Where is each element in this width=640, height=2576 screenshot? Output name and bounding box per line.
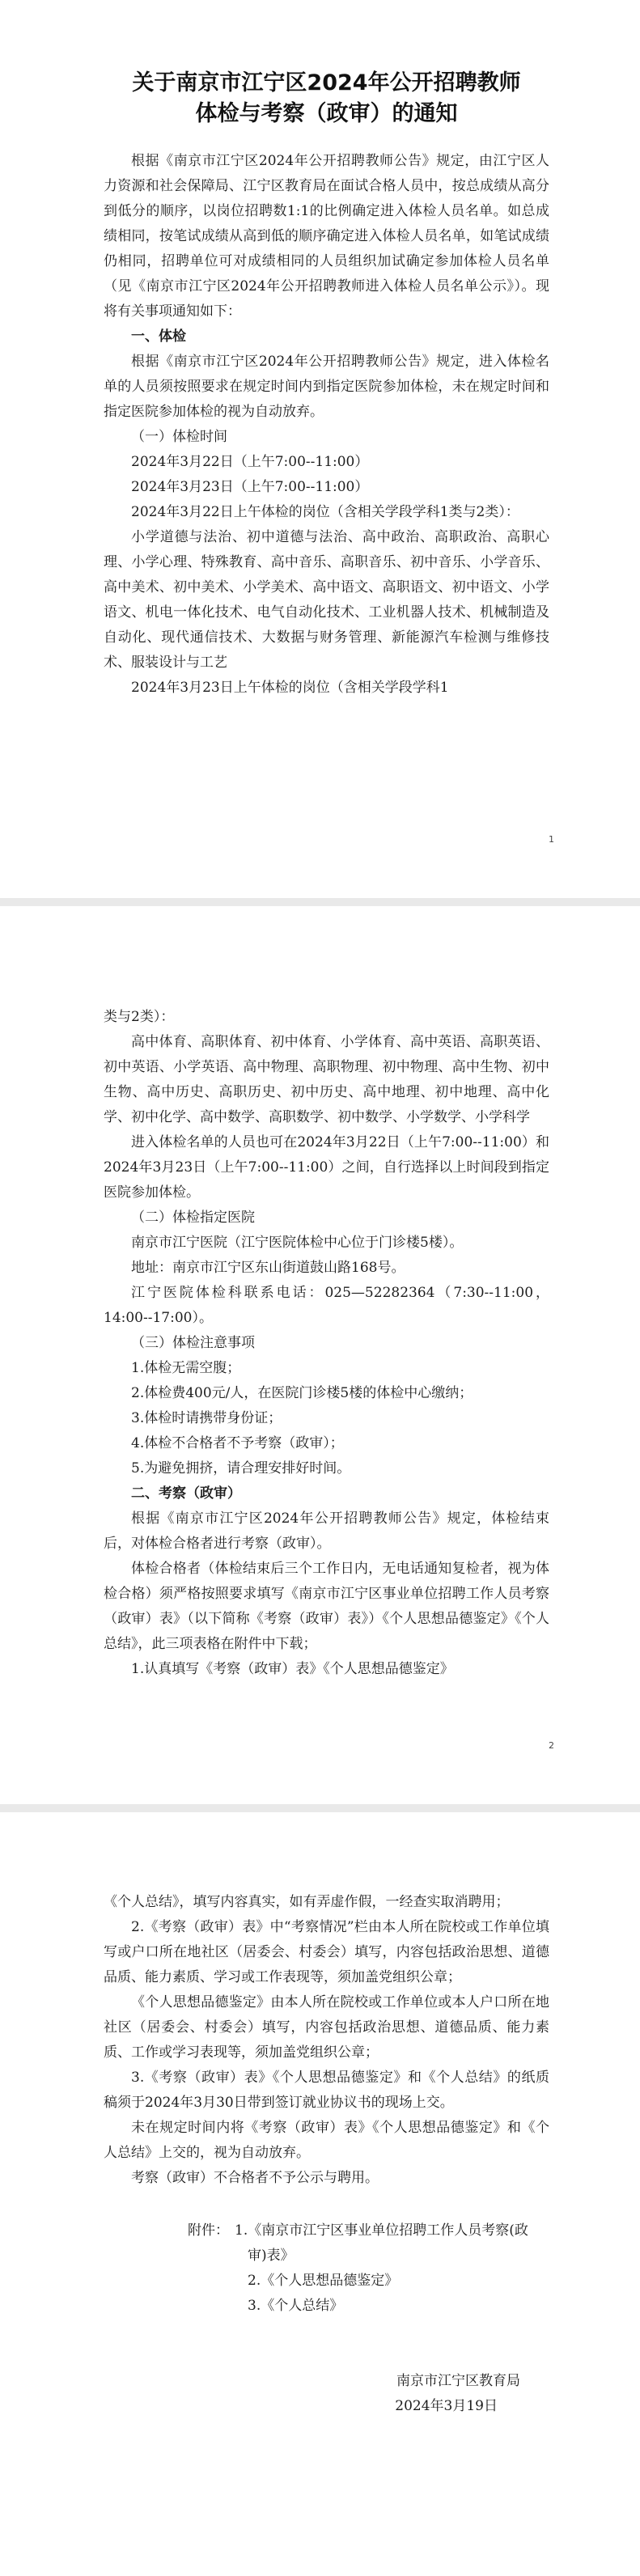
exam-paragraph: 根据《南京市江宁区2024年公开招聘教师公告》规定，进入体检名单的人员须按照要求在规定时间内到指定医院参加体检，未在规定时间和指定医院参加体检的视为自动放弃。 xyxy=(104,354,549,420)
note-item-1: 1.体检无需空腹； xyxy=(131,1360,241,1376)
review-item-4: 未在规定时间内将《考察（政审）表》《个人思想品德鉴定》和《个人总结》上交的，视为自动放弃。 xyxy=(104,2120,549,2161)
attachment-1-title-continued[interactable]: 审)表》 xyxy=(248,2248,295,2264)
review-paragraph-1: 根据《南京市江宁区2024年公开招聘教师公告》规定，体检结束后，对体检合格者进行考察（政审）。 xyxy=(104,1510,549,1552)
title-line-2: 体检与考察（政审）的通知 xyxy=(195,101,458,126)
exam-date-1: 2024年3月22日（上午7:00--11:00） xyxy=(131,454,369,470)
note-item-5: 5.为避免拥挤，请合理安排好时间。 xyxy=(131,1460,351,1477)
document-page-1 xyxy=(0,0,640,898)
day1-positions-heading: 2024年3月22日上午体检的岗位（含相关学段学科1类与2类）： xyxy=(131,504,519,520)
note-item-4: 4.体检不合格者不予考察（政审）； xyxy=(131,1435,344,1451)
document-page-2 xyxy=(0,906,640,1804)
issue-date: 2024年3月19日 xyxy=(395,2398,498,2414)
attachment-1-title[interactable]: 1.《南京市江宁区事业单位招聘工作人员考察(政 xyxy=(235,2222,528,2239)
day2-positions-list: 高中体育、高职体育、初中体育、小学体育、高中英语、高职英语、初中英语、小学英语、高中物理、高职物理、初中物理、高中生物、初中生物、高中历史、高职历史、初中历史、高中地理、初中地理、高中化学、初中化学、高中数学、高职数学、初中数学、小学数学、小学科学 xyxy=(104,1034,549,1125)
subheading-notes: （三）体检注意事项 xyxy=(131,1335,255,1351)
attachment-1 xyxy=(104,2218,549,2243)
title-line-1: 关于南京市江宁区2024年公开招聘教师 xyxy=(132,70,521,95)
attachment-3[interactable]: 3.《个人总结》 xyxy=(248,2298,344,2314)
day2-positions-heading: 2024年3月23日上午体检的岗位（含相关学段学科1 xyxy=(131,680,449,696)
document-title xyxy=(104,68,549,129)
day2-heading-continued: 类与2类）： xyxy=(104,1009,175,1025)
review-item-3: 3.《考察（政审）表》《个人思想品德鉴定》和《个人总结》的纸质稿须于2024年3月30日带到签订就业协议书的现场上交。 xyxy=(104,2070,549,2111)
intro-paragraph: 根据《南京市江宁区2024年公开招聘教师公告》规定，由江宁区人力资源和社会保障局、江宁区教育局在面试合格人员中，按总成绩从高分到低分的顺序，以岗位招聘数1:1的比例确定进入体检人员名单。如总成绩相同，按笔试成绩从高到低的顺序确定进入体检人员名单，如笔试成绩仍相同，招聘单位可对成绩相同的人员组织加试确定参加体检人员名单（见《南京市江宁区2024年公开招聘教师进入体检人员名单公示》）。现将有关事项通知如下： xyxy=(104,153,549,320)
section-heading-medical-exam: 一、体检 xyxy=(131,328,186,345)
review-item-2b: 《个人思想品德鉴定》由本人所在院校或工作单位或本人户口所在地社区（居委会、村委会）填写，内容包括政治思想、道德品质、能力素质、工作或学习表现等，须加盖党组织公章； xyxy=(104,1994,549,2061)
attachment-2[interactable]: 2.《个人思想品德鉴定》 xyxy=(248,2273,399,2289)
signature-block xyxy=(104,2369,549,2419)
exam-date-2: 2024年3月23日（上午7:00--11:00） xyxy=(131,479,369,495)
day1-positions-list: 小学道德与法治、初中道德与法治、高中政治、高职政治、高职心理、小学心理、特殊教育、高中音乐、高职音乐、初中音乐、小学音乐、高中美术、初中美术、小学美术、高中语文、高职语文、初中语文、小学语文、机电一体化技术、电气自动化技术、工业机器人技术、机械制造及自动化、现代通信技术、大数据与财务管理、新能源汽车检测与维修技术、服装设计与工艺 xyxy=(104,529,549,671)
document-page-3 xyxy=(0,1812,640,2576)
attachments-block xyxy=(104,2218,549,2319)
review-item-5: 考察（政审）不合格者不予公示与聘用。 xyxy=(131,2170,379,2186)
note-item-3: 3.体检时请携带身份证； xyxy=(131,1410,282,1426)
issuing-organization: 南京市江宁区教育局 xyxy=(396,2373,520,2389)
hospital-address: 地址：南京市江宁区东山街道鼓山路168号。 xyxy=(131,1260,405,1276)
page-number: 2 xyxy=(549,1740,554,1751)
subheading-hospital: （二）体检指定医院 xyxy=(131,1210,255,1226)
self-select-time-note: 进入体检名单的人员也可在2024年3月22日（上午7:00--11:00）和2024年3月23日（上午7:00--11:00）之间，自行选择以上时间段到指定医院参加体检。 xyxy=(104,1134,549,1201)
section-heading-review: 二、考察（政审） xyxy=(131,1485,241,1502)
hospital-name: 南京市江宁医院（江宁医院体检中心位于门诊楼5楼）。 xyxy=(131,1235,464,1251)
attachments-label: 附件： xyxy=(188,2222,229,2239)
review-paragraph-2: 体检合格者（体检结束后三个工作日内，无电话通知复检者，视为体检合格）须严格按照要求填写《南京市江宁区事业单位招聘工作人员考察（政审）表》（以下简称《考察（政审）表》）《个人思想品德鉴定》《个人总结》，此三项表格在附件中下载； xyxy=(104,1561,549,1652)
review-item-2: 2.《考察（政审）表》中“考察情况”栏由本人所在院校或工作单位填写或户口所在地社区（居委会、村委会）填写，内容包括政治思想、道德品质、能力素质、学习或工作表现等，须加盖党组织公章； xyxy=(104,1919,549,1985)
subheading-exam-time: （一）体检时间 xyxy=(131,429,227,445)
note-item-2: 2.体检费400元/人，在医院门诊楼5楼的体检中心缴纳； xyxy=(131,1385,473,1401)
page-number: 1 xyxy=(549,834,554,845)
review-item-1-continued: 《个人总结》，填写内容真实，如有弄虚作假，一经查实取消聘用； xyxy=(104,1894,510,1910)
review-item-1: 1.认真填写《考察（政审）表》《个人思想品德鉴定》 xyxy=(131,1661,454,1677)
hospital-phone: 江宁医院体检科联系电话：025—52282364（7:30--11:00，14:00--17:00）。 xyxy=(104,1285,549,1326)
